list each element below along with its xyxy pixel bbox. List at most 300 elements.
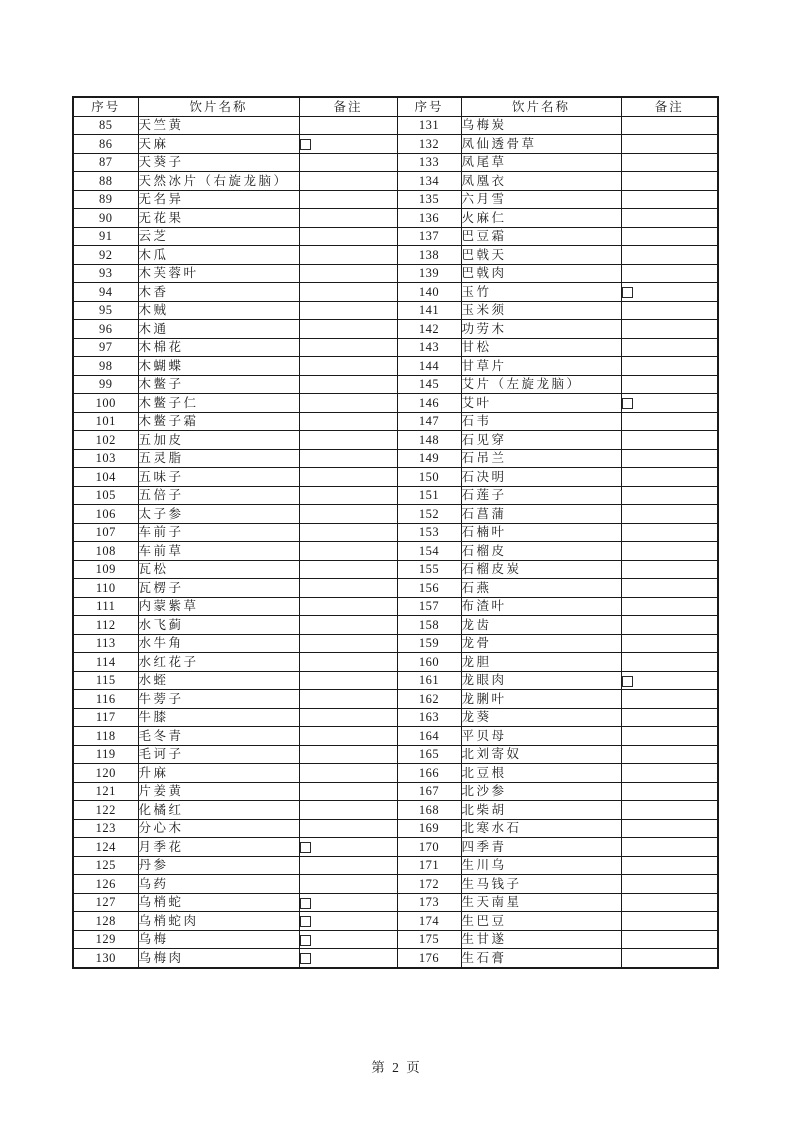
serial-number-cell-left: 125	[73, 856, 138, 875]
piece-name-cell-right: 巴豆霜	[461, 227, 621, 246]
remark-cell-right	[621, 375, 718, 394]
remark-cell-right	[621, 597, 718, 616]
piece-name-cell-left: 木鳖子仁	[138, 394, 299, 413]
serial-number-cell-right: 174	[397, 912, 461, 931]
piece-name-cell-left: 牛蒡子	[138, 690, 299, 709]
piece-name-cell-left: 木鳖子	[138, 375, 299, 394]
serial-number-cell-right: 140	[397, 283, 461, 302]
table-row	[73, 560, 718, 579]
serial-number-cell-left: 97	[73, 338, 138, 357]
piece-name-cell-right: 石见穿	[461, 431, 621, 450]
serial-number-cell-left: 103	[73, 449, 138, 468]
piece-name-cell-right: 北豆根	[461, 764, 621, 783]
piece-name-cell-right: 龙骨	[461, 634, 621, 653]
serial-number-cell-right: 156	[397, 579, 461, 598]
piece-name-cell-left: 云芝	[138, 227, 299, 246]
serial-number-cell-right: 164	[397, 727, 461, 746]
remark-cell-left	[299, 949, 397, 968]
remark-cell-right	[621, 690, 718, 709]
remark-cell-left	[299, 690, 397, 709]
remark-cell-left	[299, 745, 397, 764]
piece-name-cell-right: 六月雪	[461, 190, 621, 209]
piece-name-cell-right: 平贝母	[461, 727, 621, 746]
serial-number-cell-right: 148	[397, 431, 461, 450]
table-row	[73, 190, 718, 209]
remark-cell-right	[621, 801, 718, 820]
piece-name-cell-left: 天麻	[138, 135, 299, 154]
serial-number-cell-left: 90	[73, 209, 138, 228]
serial-number-cell-left: 108	[73, 542, 138, 561]
remark-cell-left	[299, 930, 397, 949]
piece-name-cell-left: 五倍子	[138, 486, 299, 505]
piece-name-cell-left: 五加皮	[138, 431, 299, 450]
table-row	[73, 246, 718, 265]
serial-number-cell-left: 95	[73, 301, 138, 320]
remark-cell-right	[621, 653, 718, 672]
serial-number-cell-right: 165	[397, 745, 461, 764]
piece-name-cell-left: 木贼	[138, 301, 299, 320]
remark-cell-right	[621, 283, 718, 302]
remark-cell-right	[621, 338, 718, 357]
remark-cell-right	[621, 930, 718, 949]
remark-cell-right	[621, 431, 718, 450]
remark-cell-right	[621, 819, 718, 838]
remark-cell-left	[299, 227, 397, 246]
table-row	[73, 505, 718, 524]
table-row	[73, 468, 718, 487]
remark-cell-right	[621, 227, 718, 246]
serial-number-cell-left: 114	[73, 653, 138, 672]
piece-name-cell-right: 龙眼肉	[461, 671, 621, 690]
serial-number-cell-left: 99	[73, 375, 138, 394]
piece-name-cell-left: 天葵子	[138, 153, 299, 172]
piece-name-cell-right: 石莲子	[461, 486, 621, 505]
serial-number-cell-left: 122	[73, 801, 138, 820]
serial-number-cell-left: 118	[73, 727, 138, 746]
piece-name-cell-right: 北刘寄奴	[461, 745, 621, 764]
serial-number-cell-right: 145	[397, 375, 461, 394]
piece-name-cell-left: 木蝴蝶	[138, 357, 299, 376]
serial-number-cell-left: 105	[73, 486, 138, 505]
table-row	[73, 542, 718, 561]
piece-name-cell-right: 石菖蒲	[461, 505, 621, 524]
serial-number-cell-left: 113	[73, 634, 138, 653]
piece-name-cell-right: 北沙参	[461, 782, 621, 801]
remark-cell-right	[621, 616, 718, 635]
piece-name-cell-right: 艾片（左旋龙脑）	[461, 375, 621, 394]
herbal-pieces-table	[72, 96, 719, 969]
remark-cell-left	[299, 431, 397, 450]
remark-checkbox	[300, 953, 311, 964]
serial-number-cell-left: 86	[73, 135, 138, 154]
serial-number-cell-right: 160	[397, 653, 461, 672]
serial-number-cell-left: 115	[73, 671, 138, 690]
table-row	[73, 819, 718, 838]
serial-number-cell-left: 104	[73, 468, 138, 487]
table-row	[73, 172, 718, 191]
serial-number-cell-right: 162	[397, 690, 461, 709]
table-row	[73, 949, 718, 968]
piece-name-cell-left: 木香	[138, 283, 299, 302]
piece-name-cell-right: 巴戟肉	[461, 264, 621, 283]
table-row	[73, 264, 718, 283]
table-row	[73, 283, 718, 302]
serial-number-cell-right: 171	[397, 856, 461, 875]
serial-number-cell-right: 157	[397, 597, 461, 616]
piece-name-cell-left: 木通	[138, 320, 299, 339]
piece-name-cell-left: 瓦楞子	[138, 579, 299, 598]
serial-number-cell-right: 144	[397, 357, 461, 376]
piece-name-cell-right: 凤凰衣	[461, 172, 621, 191]
remark-cell-right	[621, 893, 718, 912]
remark-cell-left	[299, 801, 397, 820]
serial-number-cell-right: 172	[397, 875, 461, 894]
piece-name-cell-left: 太子参	[138, 505, 299, 524]
remark-cell-right	[621, 301, 718, 320]
table-row	[73, 338, 718, 357]
serial-number-cell-left: 100	[73, 394, 138, 413]
serial-number-cell-right: 163	[397, 708, 461, 727]
remark-cell-right	[621, 394, 718, 413]
piece-name-cell-left: 乌梢蛇	[138, 893, 299, 912]
remark-cell-left	[299, 338, 397, 357]
remark-cell-right	[621, 708, 718, 727]
piece-name-cell-right: 生巴豆	[461, 912, 621, 931]
remark-cell-left	[299, 653, 397, 672]
serial-number-cell-right: 133	[397, 153, 461, 172]
serial-number-cell-left: 89	[73, 190, 138, 209]
serial-number-cell-right: 175	[397, 930, 461, 949]
serial-number-cell-right: 170	[397, 838, 461, 857]
header-serial-right: 序号	[397, 97, 461, 116]
remark-cell-left	[299, 209, 397, 228]
remark-cell-right	[621, 560, 718, 579]
piece-name-cell-right: 北寒水石	[461, 819, 621, 838]
table-row	[73, 486, 718, 505]
serial-number-cell-right: 159	[397, 634, 461, 653]
serial-number-cell-left: 124	[73, 838, 138, 857]
piece-name-cell-right: 石楠叶	[461, 523, 621, 542]
piece-name-cell-right: 生甘遂	[461, 930, 621, 949]
piece-name-cell-right: 龙齿	[461, 616, 621, 635]
table-row	[73, 116, 718, 135]
remark-cell-left	[299, 320, 397, 339]
table-row	[73, 301, 718, 320]
serial-number-cell-left: 91	[73, 227, 138, 246]
remark-cell-right	[621, 486, 718, 505]
piece-name-cell-right: 功劳木	[461, 320, 621, 339]
serial-number-cell-right: 167	[397, 782, 461, 801]
piece-name-cell-left: 木棉花	[138, 338, 299, 357]
remark-cell-left	[299, 172, 397, 191]
remark-cell-right	[621, 745, 718, 764]
remark-cell-left	[299, 412, 397, 431]
piece-name-cell-right: 石韦	[461, 412, 621, 431]
piece-name-cell-right: 龙胆	[461, 653, 621, 672]
remark-cell-left	[299, 560, 397, 579]
remark-cell-right	[621, 949, 718, 968]
remark-checkbox	[622, 398, 633, 409]
piece-name-cell-left: 车前草	[138, 542, 299, 561]
remark-cell-right	[621, 579, 718, 598]
remark-cell-right	[621, 468, 718, 487]
serial-number-cell-right: 143	[397, 338, 461, 357]
remark-cell-left	[299, 671, 397, 690]
table-row	[73, 653, 718, 672]
table-row	[73, 449, 718, 468]
remark-cell-right	[621, 357, 718, 376]
table-body	[73, 116, 718, 968]
header-name-right: 饮片名称	[461, 97, 621, 116]
serial-number-cell-right: 153	[397, 523, 461, 542]
serial-number-cell-right: 155	[397, 560, 461, 579]
table-row	[73, 227, 718, 246]
serial-number-cell-left: 128	[73, 912, 138, 931]
table-row	[73, 690, 718, 709]
remark-cell-left	[299, 153, 397, 172]
serial-number-cell-right: 166	[397, 764, 461, 783]
remark-cell-right	[621, 320, 718, 339]
piece-name-cell-left: 乌药	[138, 875, 299, 894]
piece-name-cell-left: 水牛角	[138, 634, 299, 653]
remark-cell-left	[299, 468, 397, 487]
piece-name-cell-right: 艾叶	[461, 394, 621, 413]
serial-number-cell-left: 106	[73, 505, 138, 524]
remark-cell-right	[621, 135, 718, 154]
serial-number-cell-left: 102	[73, 431, 138, 450]
remark-cell-left	[299, 542, 397, 561]
remark-cell-left	[299, 246, 397, 265]
serial-number-cell-right: 147	[397, 412, 461, 431]
piece-name-cell-right: 巴戟天	[461, 246, 621, 265]
serial-number-cell-left: 101	[73, 412, 138, 431]
table-row	[73, 912, 718, 931]
serial-number-cell-right: 150	[397, 468, 461, 487]
table-row	[73, 930, 718, 949]
piece-name-cell-right: 石决明	[461, 468, 621, 487]
remark-cell-right	[621, 209, 718, 228]
remark-cell-right	[621, 838, 718, 857]
table-row	[73, 708, 718, 727]
serial-number-cell-right: 135	[397, 190, 461, 209]
serial-number-cell-right: 136	[397, 209, 461, 228]
serial-number-cell-right: 176	[397, 949, 461, 968]
table-row	[73, 523, 718, 542]
remark-checkbox	[300, 842, 311, 853]
serial-number-cell-right: 138	[397, 246, 461, 265]
piece-name-cell-left: 乌梅	[138, 930, 299, 949]
remark-cell-right	[621, 856, 718, 875]
remark-cell-left	[299, 634, 397, 653]
serial-number-cell-left: 116	[73, 690, 138, 709]
serial-number-cell-right: 142	[397, 320, 461, 339]
remark-cell-left	[299, 875, 397, 894]
remark-checkbox	[622, 676, 633, 687]
serial-number-cell-right: 141	[397, 301, 461, 320]
remark-cell-right	[621, 782, 718, 801]
piece-name-cell-right: 凤仙透骨草	[461, 135, 621, 154]
remark-cell-left	[299, 819, 397, 838]
remark-checkbox	[300, 916, 311, 927]
serial-number-cell-right: 154	[397, 542, 461, 561]
piece-name-cell-left: 天竺黄	[138, 116, 299, 135]
remark-checkbox	[300, 139, 311, 150]
remark-cell-right	[621, 727, 718, 746]
table-row	[73, 394, 718, 413]
remark-cell-left	[299, 264, 397, 283]
piece-name-cell-right: 生石膏	[461, 949, 621, 968]
table-row	[73, 671, 718, 690]
piece-name-cell-right: 甘草片	[461, 357, 621, 376]
table-row	[73, 579, 718, 598]
table-row	[73, 634, 718, 653]
table-row	[73, 431, 718, 450]
piece-name-cell-right: 火麻仁	[461, 209, 621, 228]
table-row	[73, 782, 718, 801]
header-serial-left: 序号	[73, 97, 138, 116]
piece-name-cell-left: 片姜黄	[138, 782, 299, 801]
serial-number-cell-right: 168	[397, 801, 461, 820]
remark-cell-left	[299, 116, 397, 135]
remark-cell-left	[299, 856, 397, 875]
serial-number-cell-right: 134	[397, 172, 461, 191]
remark-cell-left	[299, 708, 397, 727]
piece-name-cell-left: 水蛭	[138, 671, 299, 690]
serial-number-cell-left: 117	[73, 708, 138, 727]
remark-cell-right	[621, 172, 718, 191]
piece-name-cell-left: 毛冬青	[138, 727, 299, 746]
serial-number-cell-left: 85	[73, 116, 138, 135]
table-header-row	[73, 97, 718, 116]
table-row	[73, 320, 718, 339]
table-row	[73, 801, 718, 820]
remark-cell-right	[621, 116, 718, 135]
remark-cell-right	[621, 449, 718, 468]
table-row	[73, 745, 718, 764]
remark-cell-right	[621, 634, 718, 653]
table-row	[73, 856, 718, 875]
table-row	[73, 412, 718, 431]
serial-number-cell-right: 132	[397, 135, 461, 154]
piece-name-cell-right: 北柴胡	[461, 801, 621, 820]
remark-cell-left	[299, 597, 397, 616]
remark-cell-right	[621, 542, 718, 561]
piece-name-cell-left: 乌梢蛇肉	[138, 912, 299, 931]
serial-number-cell-right: 139	[397, 264, 461, 283]
table-row	[73, 357, 718, 376]
serial-number-cell-left: 96	[73, 320, 138, 339]
piece-name-cell-right: 甘松	[461, 338, 621, 357]
piece-name-cell-left: 无名异	[138, 190, 299, 209]
piece-name-cell-right: 玉米须	[461, 301, 621, 320]
piece-name-cell-right: 生天南星	[461, 893, 621, 912]
piece-name-cell-right: 石燕	[461, 579, 621, 598]
table-row	[73, 209, 718, 228]
serial-number-cell-left: 109	[73, 560, 138, 579]
serial-number-cell-left: 98	[73, 357, 138, 376]
piece-name-cell-left: 木鳖子霜	[138, 412, 299, 431]
serial-number-cell-left: 94	[73, 283, 138, 302]
piece-name-cell-right: 石榴皮炭	[461, 560, 621, 579]
table-row	[73, 875, 718, 894]
remark-cell-left	[299, 523, 397, 542]
serial-number-cell-right: 169	[397, 819, 461, 838]
table-row	[73, 616, 718, 635]
table-row	[73, 135, 718, 154]
piece-name-cell-left: 毛诃子	[138, 745, 299, 764]
remark-cell-left	[299, 764, 397, 783]
header-name-left: 饮片名称	[138, 97, 299, 116]
piece-name-cell-left: 五味子	[138, 468, 299, 487]
serial-number-cell-left: 127	[73, 893, 138, 912]
piece-name-cell-right: 凤尾草	[461, 153, 621, 172]
piece-name-cell-right: 生马钱子	[461, 875, 621, 894]
remark-cell-right	[621, 153, 718, 172]
piece-name-cell-left: 化橘红	[138, 801, 299, 820]
remark-checkbox	[622, 287, 633, 298]
remark-cell-right	[621, 875, 718, 894]
piece-name-cell-right: 龙脷叶	[461, 690, 621, 709]
piece-name-cell-right: 生川乌	[461, 856, 621, 875]
serial-number-cell-right: 152	[397, 505, 461, 524]
serial-number-cell-right: 158	[397, 616, 461, 635]
remark-cell-left	[299, 394, 397, 413]
serial-number-cell-right: 131	[397, 116, 461, 135]
serial-number-cell-right: 146	[397, 394, 461, 413]
table-row	[73, 375, 718, 394]
piece-name-cell-left: 无花果	[138, 209, 299, 228]
remark-cell-right	[621, 912, 718, 931]
table-row	[73, 764, 718, 783]
serial-number-cell-left: 88	[73, 172, 138, 191]
serial-number-cell-left: 110	[73, 579, 138, 598]
serial-number-cell-right: 151	[397, 486, 461, 505]
remark-cell-right	[621, 523, 718, 542]
remark-cell-left	[299, 283, 397, 302]
piece-name-cell-left: 乌梅肉	[138, 949, 299, 968]
piece-name-cell-left: 五灵脂	[138, 449, 299, 468]
remark-cell-right	[621, 264, 718, 283]
piece-name-cell-left: 升麻	[138, 764, 299, 783]
piece-name-cell-left: 丹参	[138, 856, 299, 875]
piece-name-cell-left: 木芙蓉叶	[138, 264, 299, 283]
piece-name-cell-left: 木瓜	[138, 246, 299, 265]
piece-name-cell-left: 车前子	[138, 523, 299, 542]
remark-checkbox	[300, 898, 311, 909]
serial-number-cell-right: 149	[397, 449, 461, 468]
remark-cell-right	[621, 190, 718, 209]
piece-name-cell-left: 水飞蓟	[138, 616, 299, 635]
table-row	[73, 727, 718, 746]
table-row	[73, 153, 718, 172]
piece-name-cell-right: 玉竹	[461, 283, 621, 302]
remark-cell-left	[299, 616, 397, 635]
serial-number-cell-left: 121	[73, 782, 138, 801]
serial-number-cell-left: 107	[73, 523, 138, 542]
remark-cell-right	[621, 671, 718, 690]
piece-name-cell-right: 布渣叶	[461, 597, 621, 616]
remark-cell-left	[299, 893, 397, 912]
serial-number-cell-left: 123	[73, 819, 138, 838]
remark-cell-left	[299, 135, 397, 154]
piece-name-cell-right: 乌梅炭	[461, 116, 621, 135]
remark-cell-left	[299, 782, 397, 801]
remark-cell-left	[299, 190, 397, 209]
remark-cell-left	[299, 912, 397, 931]
remark-cell-right	[621, 246, 718, 265]
serial-number-cell-right: 173	[397, 893, 461, 912]
piece-name-cell-left: 牛膝	[138, 708, 299, 727]
